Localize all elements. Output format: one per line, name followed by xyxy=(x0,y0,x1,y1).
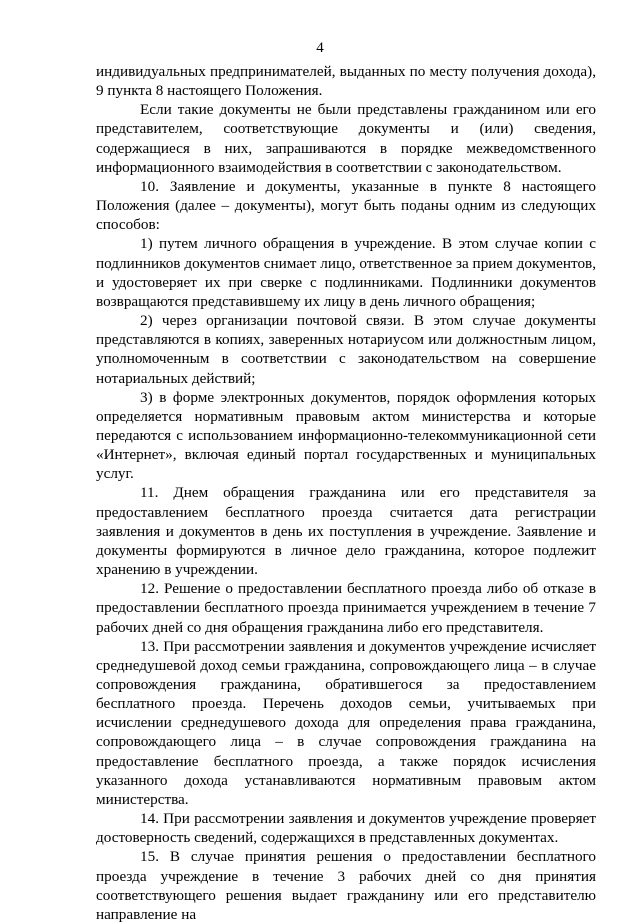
paragraph-method-2: 2) через организации почтовой связи. В этом случае документы представляются в копиях, заверенных нотариусом или должностным лицом, уполномоченным в соответствии с законодательством на совершение нотариальных действий; xyxy=(96,312,596,387)
paragraph-continuation: индивидуальных предпринимателей, выданных по месту получения дохода), 9 пункта 8 настоящего Положения. xyxy=(96,63,596,100)
paragraph-documents-not-submitted: Если такие документы не были представлены гражданином или его представителем, соответствующие документы и (или) сведения, содержащиеся в них, запрашиваются в порядке межведомственного информационного взаимодействия в соответствии с законодательством. xyxy=(96,101,596,176)
paragraph-item-10: 10. Заявление и документы, указанные в пункте 8 настоящего Положения (далее – документы), могут быть поданы одним из следующих способов: xyxy=(96,177,596,234)
paragraph-item-13: 13. При рассмотрении заявления и документов учреждение исчисляет среднедушевой доход семьи гражданина, сопровождающего лица – в случае сопровождения гражданина, обратившегося за предоставлением бесплатного проезда. Перечень доходов семьи, учитываемых при исчислении среднедушевого дохода для определения права гражданина, сопровождающего лица – в случае сопровождения гражданина на предоставление бесплатного проезда, а также порядок исчисления указанного дохода устанавливаются нормативным правовым актом министерства. xyxy=(96,637,596,808)
paragraph-item-15: 15. В случае принятия решения о предоставлении бесплатного проезда учреждение в течение 3 рабочих дней со дня принятия соответствующего решения выдает гражданину или его представителю направление на xyxy=(96,848,596,923)
paragraph-method-1: 1) путем личного обращения в учреждение. В этом случае копии с подлинников документов снимает лицо, ответственное за прием документов, и удостоверяет их при сверке с подлинниками. Подлинники документов возвращаются представившему их лицу в день личного обращения; xyxy=(96,235,596,310)
paragraph-item-12: 12. Решение о предоставлении бесплатного проезда либо об отказе в предоставлении бесплатного проезда принимается учреждением в течение 7 рабочих дней со дня обращения гражданина либо его представителя. xyxy=(96,580,596,636)
paragraph-item-11: 11. Днем обращения гражданина или его представителя за предоставлением бесплатного проезда считается дата регистрации заявления и документов в день их поступления в учреждение. Заявление и документы формируются в личное дело гражданина, которое подлежит хранению в учреждении. xyxy=(96,484,596,579)
paragraph-item-14: 14. При рассмотрении заявления и документов учреждение проверяет достоверность сведений, содержащихся в представленных документах. xyxy=(96,810,596,847)
page-number: 4 xyxy=(316,40,324,56)
paragraph-method-3: 3) в форме электронных документов, порядок оформления которых определяется нормативным правовым актом министерства и которые передаются с использованием информационно-телекоммуникационной сети «Интернет», включая единый портал государственных и муниципальных услуг. xyxy=(96,388,596,483)
document-body xyxy=(96,62,596,924)
